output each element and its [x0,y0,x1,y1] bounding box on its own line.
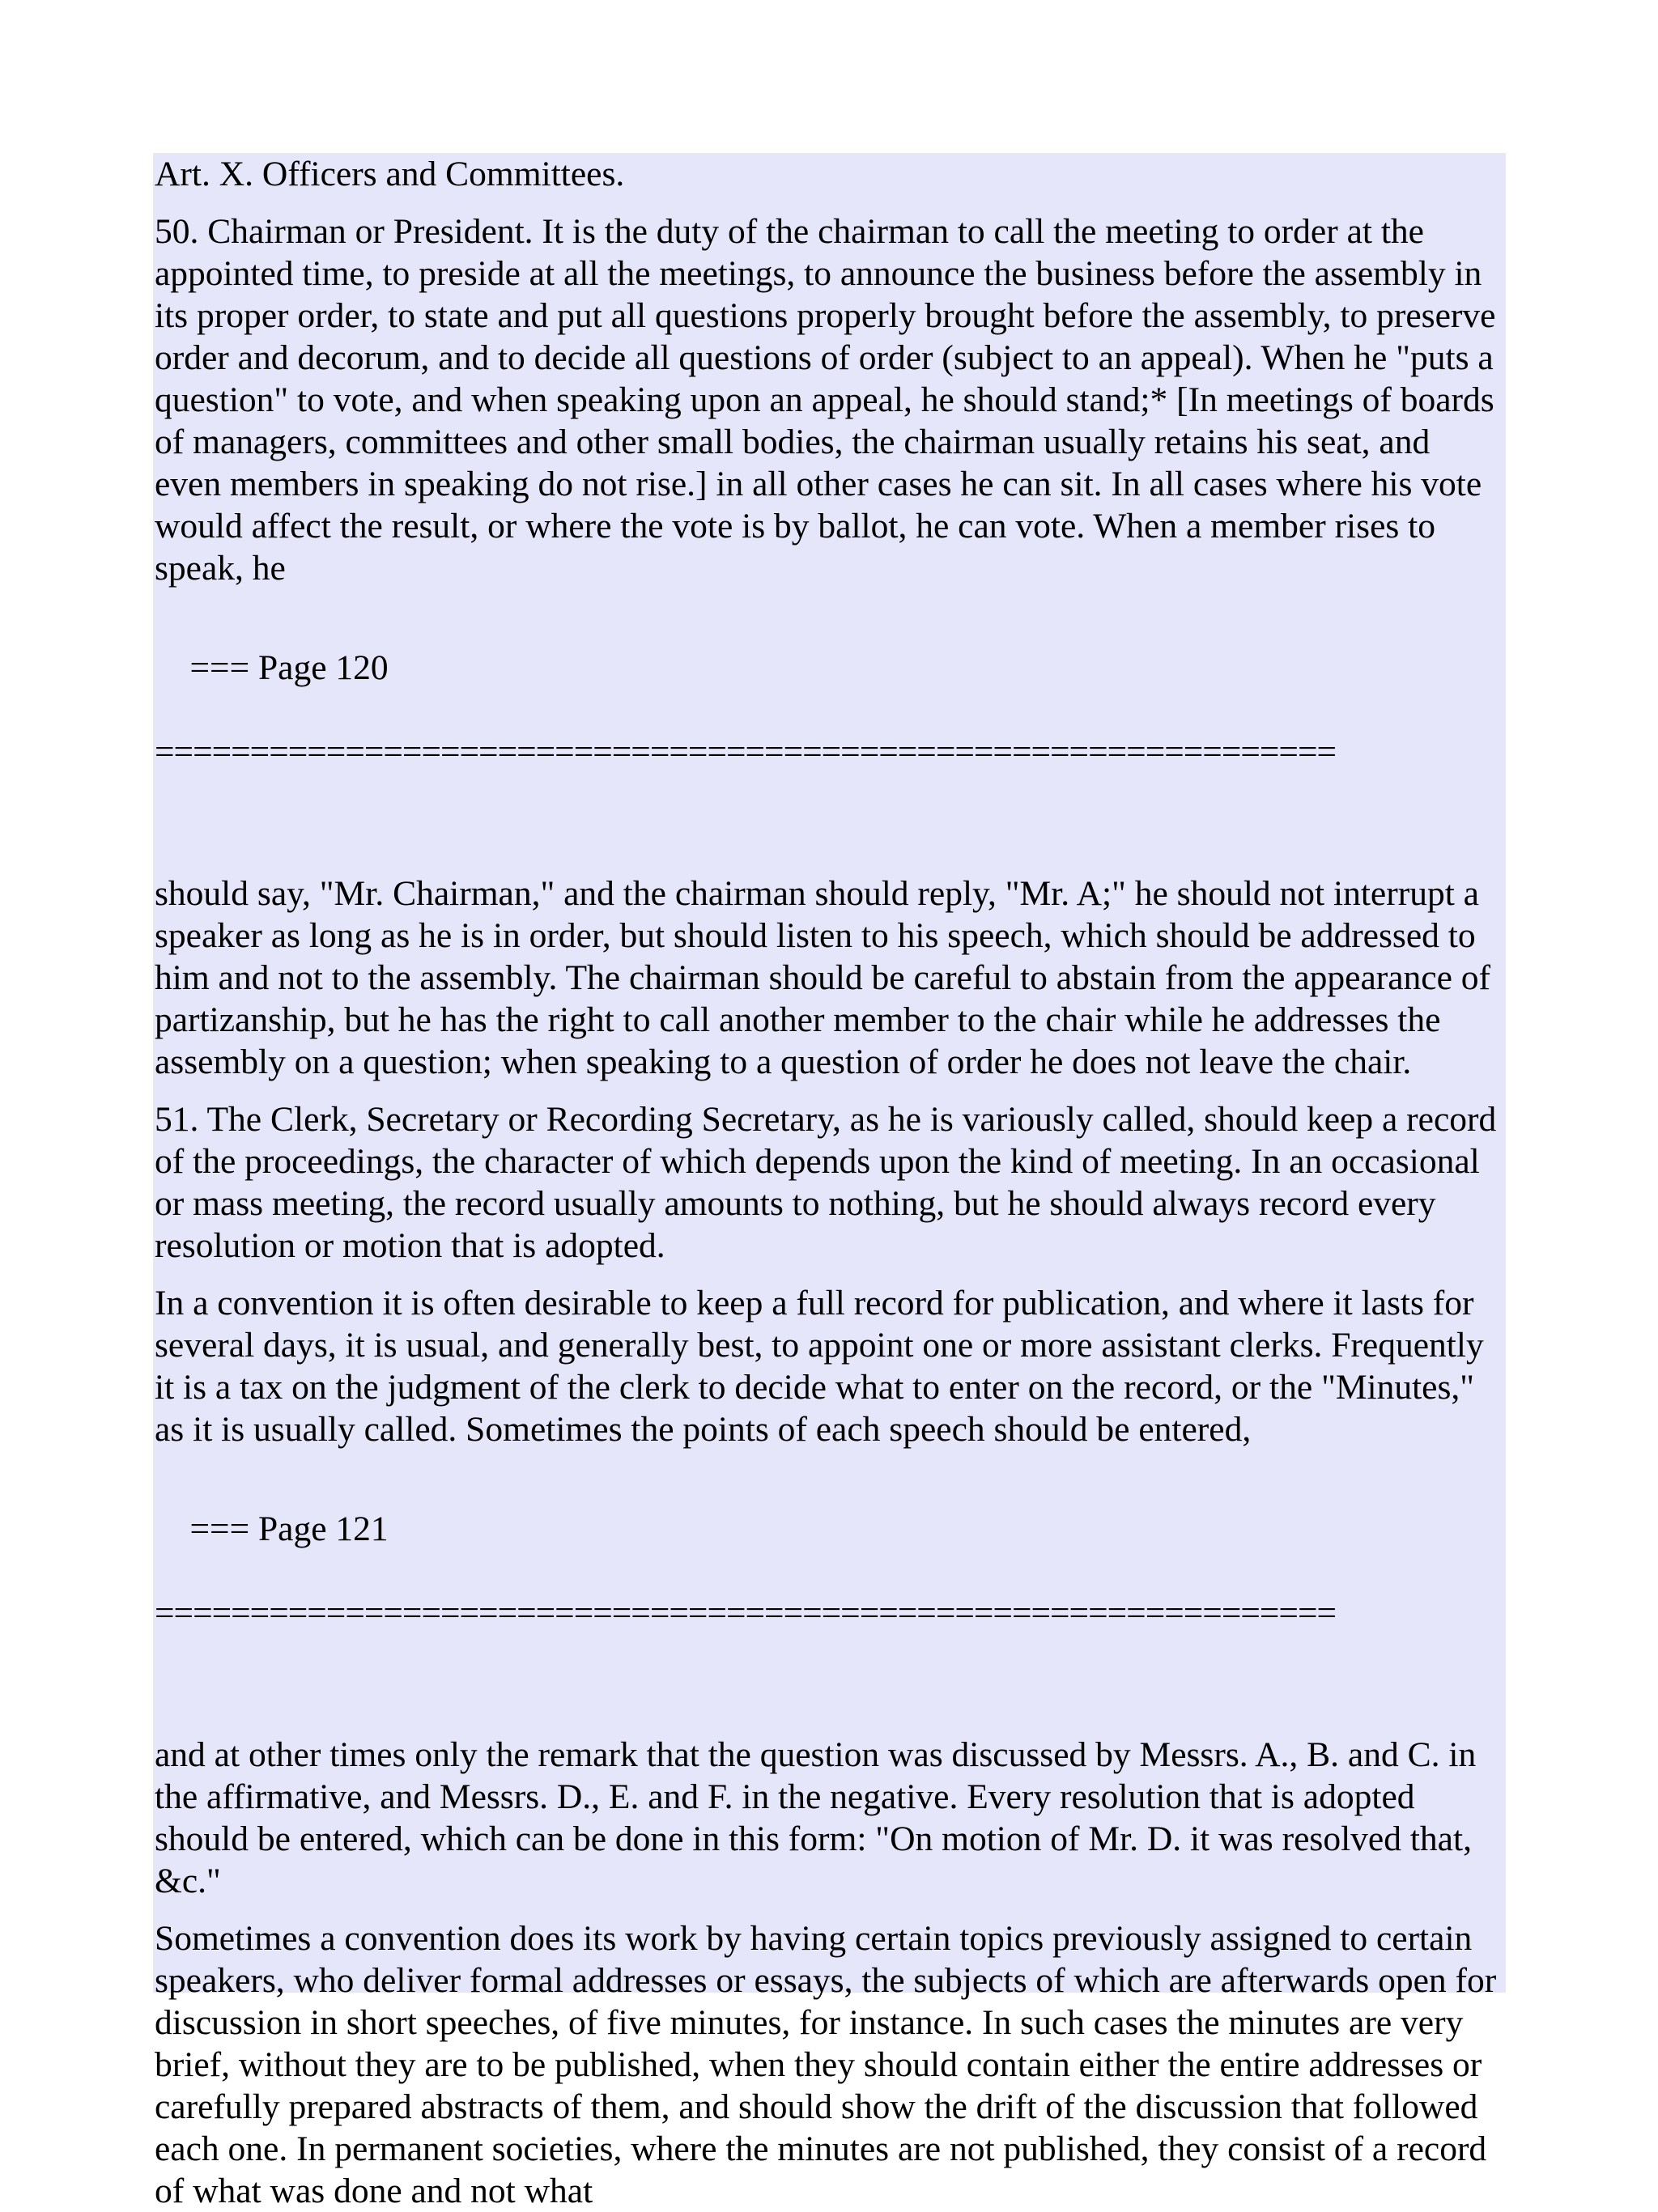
paragraph-chairman-continued: should say, "Mr. Chairman," and the chairman should reply, "Mr. A;" he should not interrupt a speaker as long as he is in order, but should listen to his speech, which should be addressed to him and not to the assembly. The chairman should be careful to abstain from the appearance of partizanship, but he has the right to call another member to the chair while he addresses the assembly on a question; when speaking to a question of order he does not leave the chair. [155,874,1491,1081]
section-heading: Art. X. Officers and Committees. [155,155,625,193]
page-label: === Page 121 [189,1509,389,1548]
paragraph-convention-speakers: Sometimes a convention does its work by having certain topics previously assigned to certain speakers, who deliver formal addresses or essays, the subjects of which are afterwards open for discussion in short speeches, of five minutes, for instance. In such cases the minutes are very brief, without they are to be published, when they should contain either the entire addresses or carefully prepared abstracts of them, and should show the drift of the discussion that followed each one. In permanent societies, where the minutes are not published, they consist of a record of what was done and not what [155,1919,1497,2210]
paragraph-minutes-entries: and at other times only the remark that the question was discussed by Messrs. A., B. and C. in the affirmative, and Messrs. D., E. and F. in the negative. Every resolution that is adopted should be entered, which can be done in this form: "On motion of Mr. D. it was resolved that, &c." [155,1735,1477,1900]
page-marker-121 [155,1466,1503,1718]
document-body [153,153,1506,2210]
page-rule: ============================================================== [155,1594,1337,1632]
page-marker-120 [155,605,1503,857]
page-label: === Page 120 [189,648,389,687]
paragraph-clerk: 51. The Clerk, Secretary or Recording Secretary, as he is variously called, should keep a record of the proceedings, the character of which depends upon the kind of meeting. In an occasional or mass meeting, the record usually amounts to nothing, but he should always record every resolution or motion that is adopted. [155,1100,1497,1265]
paragraph-convention-record: In a convention it is often desirable to keep a full record for publication, and where it lasts for several days, it is usual, and generally best, to appoint one or more assistant clerks. Frequently it is a tax on the judgment of the clerk to decide what to enter on the record, or the "Minutes," as it is usually called. Sometimes the points of each speech should be entered, [155,1284,1484,1449]
page-rule: ============================================================== [155,732,1337,771]
paragraph-chairman: 50. Chairman or President. It is the duty of the chairman to call the meeting to order at the appointed time, to preside at all the meetings, to announce the business before the assembly in its proper order, to state and put all questions properly brought before the assembly, to preserve order and decorum, and to decide all questions of order (subject to an appeal). When he "puts a question" to vote, and when speaking upon an appeal, he should stand;* [In meetings of boards of managers, committees and other small bodies, the chairman usually retains his seat, and even members in speaking do not rise.] in all other cases he can sit. In all cases where his vote would affect the result, or where the vote is by ballot, he can vote. When a member rises to speak, he [155,212,1496,588]
